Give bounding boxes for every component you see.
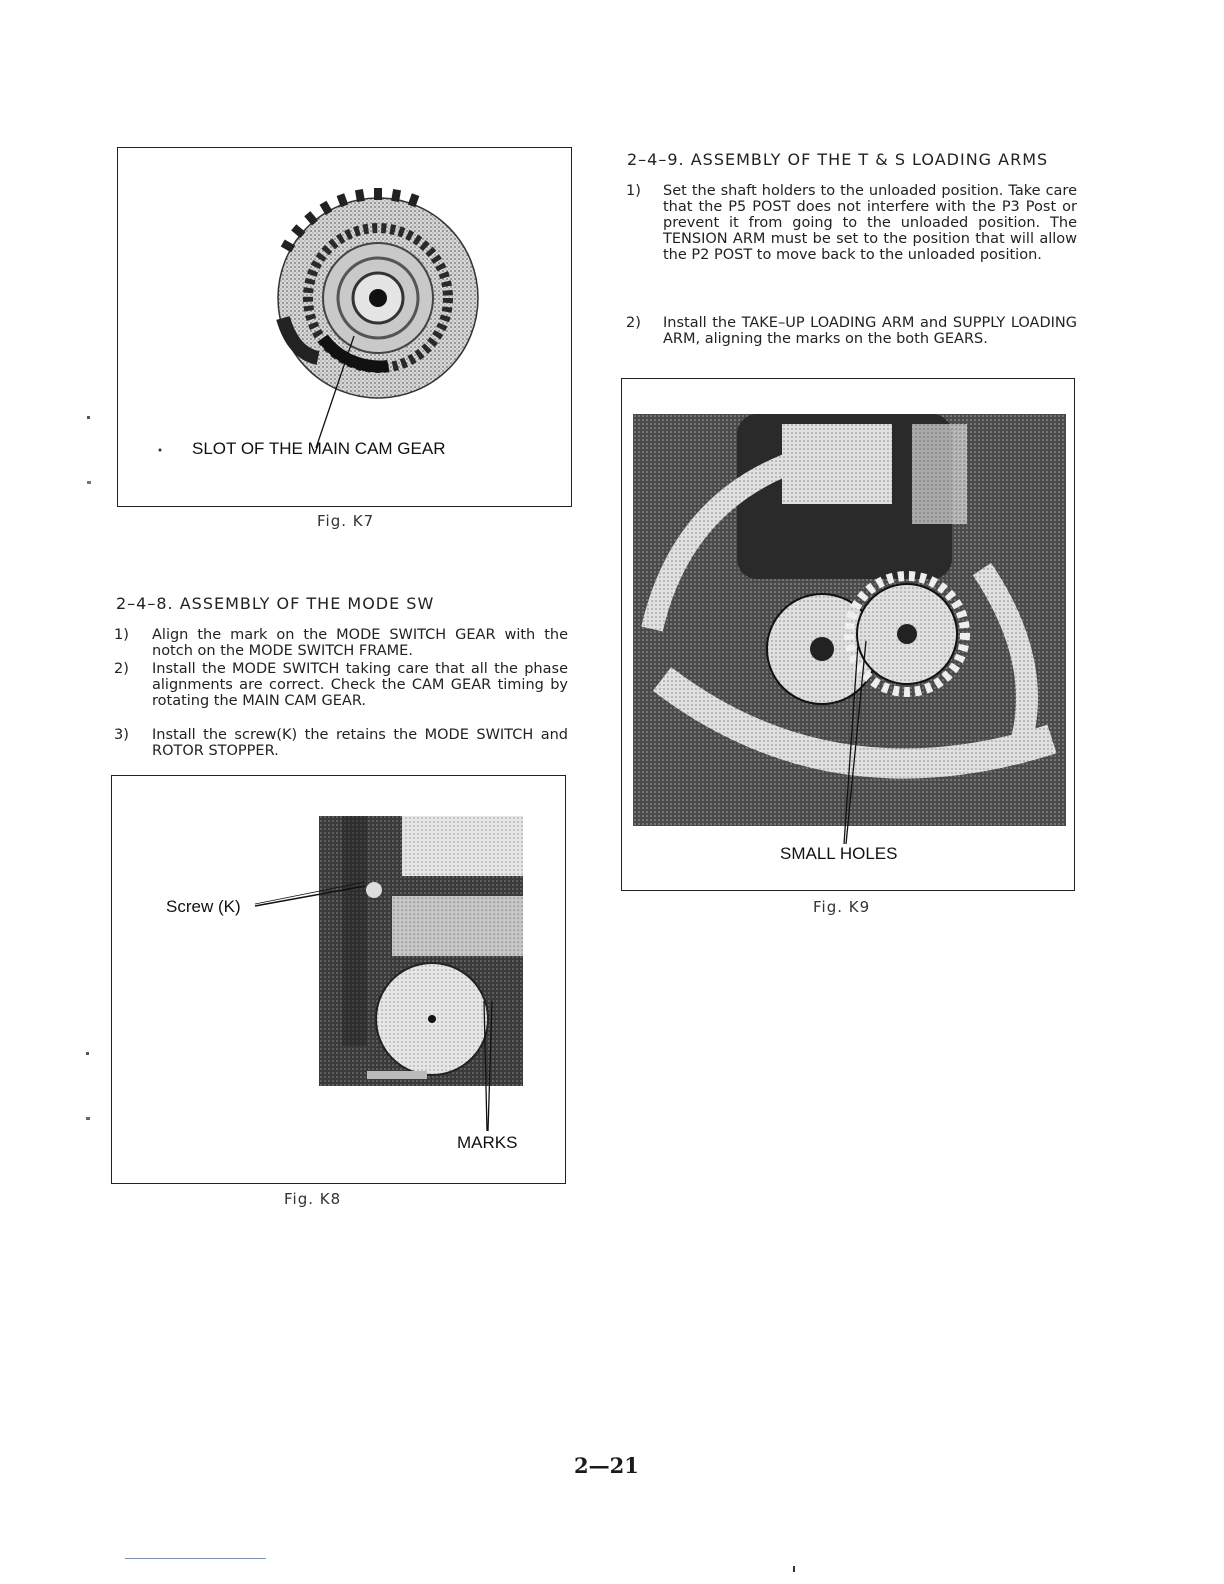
step-2-4-8-2 — [114, 661, 569, 725]
heading-2-4-8: 2–4–8. ASSEMBLY OF THE MODE SW — [116, 594, 435, 613]
caption-fig-k9: Fig. K9 — [813, 898, 871, 916]
step-text: Set the shaft holders to the unloaded position. Take care that the P5 POST does not interfere with the P3 Post or prevent it from going to the unloaded position. The TENSION ARM must be set to the position that will allow the P2 POST to move back to the unloaded position. — [663, 183, 1077, 263]
step-2-4-9-2 — [626, 315, 1078, 363]
heading-2-4-9: 2–4–9. ASSEMBLY OF THE T & S LOADING ARMS — [627, 150, 1049, 169]
mode-switch-photo — [112, 776, 565, 1183]
step-number: 2) — [626, 315, 641, 331]
step-text: Align the mark on the MODE SWITCH GEAR with the notch on the MODE SWITCH FRAME. — [152, 627, 568, 659]
step-number: 2) — [114, 661, 129, 677]
scan-mark — [793, 1566, 795, 1572]
loading-arms-photo — [622, 379, 1074, 890]
step-number: 1) — [114, 627, 129, 643]
step-text: Install the MODE SWITCH taking care that all the phase alignments are correct. Check the CAM GEAR timing by rotating the MAIN CAM GEAR. — [152, 661, 568, 709]
callout-marks: MARKS — [457, 1133, 518, 1152]
step-2-4-8-3 — [114, 727, 569, 759]
figure-k9 — [621, 378, 1075, 891]
page-number: 2—21 — [574, 1453, 639, 1478]
step-number: 3) — [114, 727, 129, 743]
scan-mark — [86, 1117, 90, 1120]
scan-mark — [87, 416, 90, 419]
caption-fig-k8: Fig. K8 — [284, 1190, 342, 1208]
caption-fig-k7: Fig. K7 — [317, 512, 375, 530]
scan-mark — [87, 481, 91, 484]
step-number: 1) — [626, 183, 641, 199]
figure-k7 — [117, 147, 572, 507]
step-2-4-9-1 — [626, 183, 1078, 295]
step-text: Install the TAKE–UP LOADING ARM and SUPPLY LOADING ARM, aligning the marks on the both GEARS. — [663, 315, 1077, 347]
callout-small-holes: SMALL HOLES — [780, 844, 898, 863]
callout-slot-main-cam-gear: SLOT OF THE MAIN CAM GEAR — [192, 439, 446, 458]
step-2-4-8-1 — [114, 627, 569, 659]
figure-k8 — [111, 775, 566, 1184]
scan-mark — [86, 1052, 89, 1055]
step-text: Install the screw(K) the retains the MODE SWITCH and ROTOR STOPPER. — [152, 727, 568, 759]
callout-screw-k: Screw (K) — [166, 897, 241, 916]
footer-rule — [125, 1558, 266, 1559]
